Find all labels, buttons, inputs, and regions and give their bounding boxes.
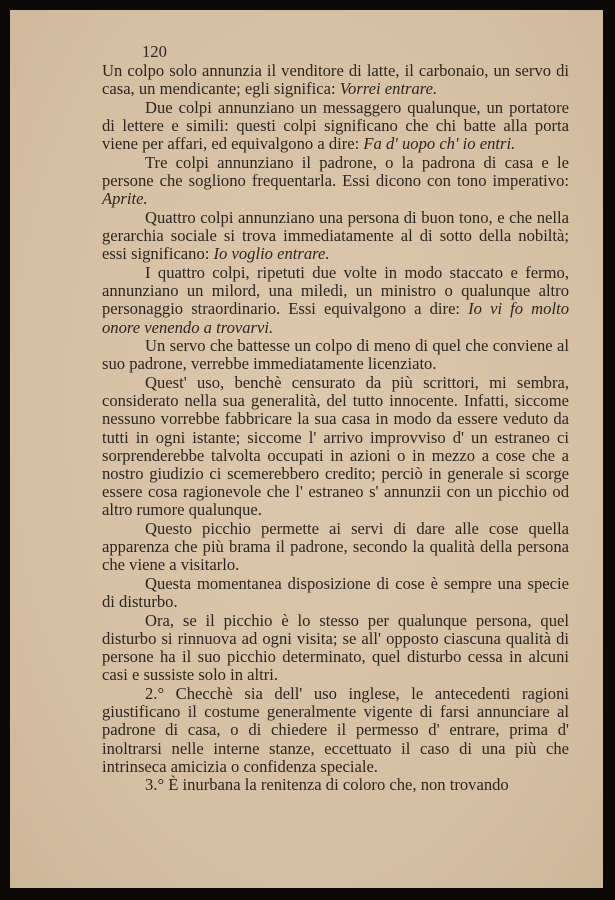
paragraph	[102, 575, 569, 611]
italic-text: Io vi fo molto onore venendo a trovarvi.	[102, 299, 569, 337]
italic-text: Aprite.	[102, 189, 148, 209]
paragraph	[102, 612, 569, 685]
paragraph	[102, 685, 569, 776]
body-text	[102, 62, 569, 794]
text-run: I quattro colpi, ripetuti due volte in modo staccato e fermo, annunziano un milord, una miledi, un ministro o qualunque altro personaggio straordinario. Essi equivalgono a dire:	[102, 263, 569, 319]
text-run: Tre colpi annunziano il padrone, o la padrona di casa e le persone che sogliono frequentarla. Essi dicono con tono imperativo:	[102, 153, 569, 191]
paragraph	[102, 520, 569, 575]
page-number: 120	[142, 42, 167, 61]
paragraph	[102, 99, 569, 154]
text-run: Quest' uso, benchè censurato da più scrittori, mi sembra, considerato nella sua generalità, del tutto innocente. Infatti, siccome nessuno vorrebbe fabbricare la sua casa in modo da essere veduto da tutti in ogni istante; siccome l' arrivo improvviso d' un estraneo ci sorprenderebbe talvolta occupati in azioni o in mezzo a cose che a nostro giudizio ci scemerebbero credito; perciò in generale si scorge essere cosa ragionevole che l' estraneo s' annunzii con un picchio od altro rumore qualunque.	[102, 373, 569, 520]
text-run: 3.° È inurbana la renitenza di coloro che, non trovando	[145, 775, 509, 795]
italic-text: Vorrei entrare.	[339, 79, 438, 99]
text-run: Un servo che battesse un colpo di meno di quel che conviene al suo padrone, verrebbe immediatamente licenziato.	[102, 336, 569, 374]
page-text	[102, 43, 569, 795]
text-run: Quattro colpi annunziano una persona di buon tono, e che nella gerarchia sociale si trova immediatamente al di sotto della nobiltà; essi significano:	[102, 208, 569, 264]
italic-text: Fa d' uopo ch' io entri.	[363, 134, 516, 154]
italic-text: Io voglio entrare.	[213, 244, 330, 264]
text-run: Ora, se il picchio è lo stesso per qualunque persona, quel disturbo si rinnuova ad ogni visita; se all' opposto ciascuna qualità di persone ha il suo picchio determinato, quel disturbo cessa in alcuni casi e sussiste solo in altri.	[102, 610, 569, 685]
paragraph	[102, 374, 569, 520]
paragraph	[102, 776, 569, 794]
text-run: Due colpi annunziano un messaggero qualunque, un portatore di lettere e simili: questi colpi significano che chi batte alla porta viene per affari, ed equivalgono a dire:	[102, 98, 569, 154]
paragraph	[102, 154, 569, 209]
text-run: Questa momentanea disposizione di cose è sempre una specie di disturbo.	[102, 574, 569, 612]
paragraph	[102, 62, 569, 98]
paragraph	[102, 337, 569, 373]
text-run: Questo picchio permette ai servi di dare alle cose quella apparenza che più brama il padrone, secondo la qualità della persona che viene a visitarlo.	[102, 519, 569, 575]
book-page	[10, 10, 603, 888]
text-run: Un colpo solo annunzia il venditore di latte, il carbonaio, un servo di casa, un mendicante; egli significa:	[102, 61, 569, 99]
paragraph	[102, 209, 569, 264]
paragraph	[102, 264, 569, 337]
text-run: 2.° Checchè sia dell' uso inglese, le antecedenti ragioni giustificano il costume generalmente vigente di farsi annunciare al padrone di casa, o di chiedere il permesso d' entrare, prima d' inoltrarsi nelle interne stanze, eccettuato il caso di una più che intrinseca amicizia o confidenza speciale.	[102, 684, 569, 776]
